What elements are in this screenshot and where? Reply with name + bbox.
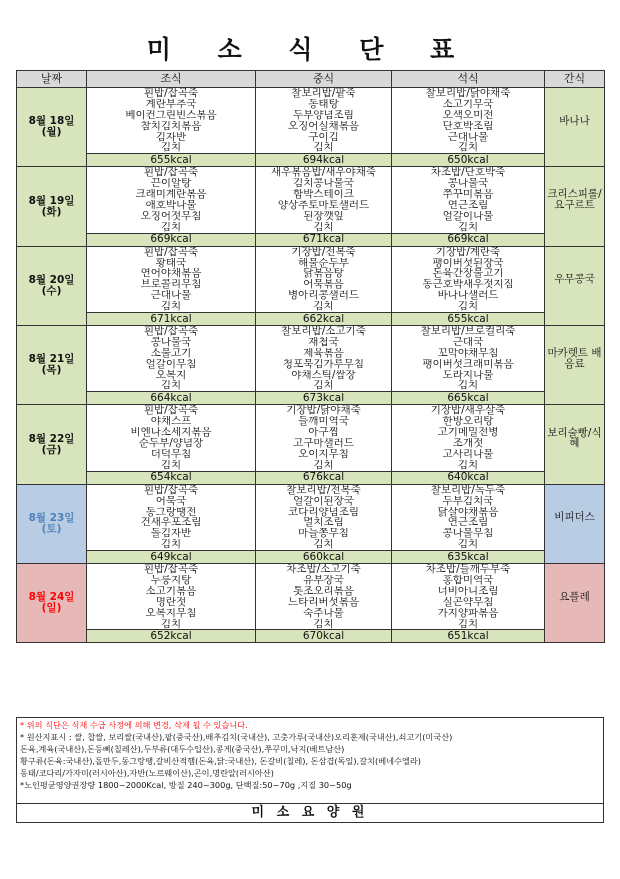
weekday-label: (화) (41, 205, 62, 218)
kcal-snack-filler (545, 233, 605, 246)
date-cell (17, 564, 87, 643)
menu-item: 도라지나물 (442, 369, 494, 381)
menu-item: 김자반 (155, 131, 187, 143)
menu-item: 두부김치국 (442, 495, 494, 507)
lunch-kcal: 694kcal (256, 154, 392, 167)
menu-item: 흰밥/잡곡죽 (143, 167, 199, 179)
menu-item: 브로콜리무침 (140, 279, 202, 291)
menu-item: 애호박나물 (145, 200, 197, 211)
snack-cell: 비피더스 (545, 484, 605, 550)
kcal-snack-filler (545, 392, 605, 405)
menu-item: 김치 (313, 301, 334, 313)
menu-item: 김치 (160, 380, 182, 392)
menu-item: 소고기무국 (442, 98, 494, 110)
weekday-label: (월) (41, 126, 62, 139)
lunch-cell (256, 88, 392, 154)
menu-item: 김치 (160, 221, 182, 233)
day-row (17, 484, 605, 550)
dinner-cell (392, 405, 545, 471)
menu-item: 어묵볶음 (303, 279, 344, 291)
menu-item: 김치 (457, 539, 479, 551)
dinner-cell (392, 326, 545, 392)
menu-item: 오복지무침 (145, 607, 197, 619)
snack-cell: 보리술빵/식혜 (545, 405, 605, 471)
menu-item: 김치 (457, 618, 479, 630)
menu-item: 기장밥/전복죽 (291, 246, 356, 258)
menu-item: 돈육간장불고기 (432, 268, 504, 280)
menu-item: 김치 (313, 539, 334, 551)
day-row (17, 167, 605, 233)
menu-item: 콩나물국 (150, 336, 192, 348)
dinner-cell (392, 167, 545, 233)
menu-item: 오색오미전 (442, 109, 494, 121)
menu-item: 야채스틱/쌈장 (291, 369, 356, 381)
menu-item: 청포묵김가루무침 (282, 358, 365, 370)
kcal-snack-filler (545, 630, 605, 643)
date-cell (17, 326, 87, 405)
menu-item: 끈이알탕 (150, 178, 192, 190)
weekday-label: (금) (41, 443, 62, 456)
weekday-label: (목) (41, 364, 62, 377)
kcal-snack-filler (545, 471, 605, 484)
lunch-cell (256, 326, 392, 392)
lunch-kcal: 670kcal (256, 630, 392, 643)
breakfast-kcal: 649kcal (87, 551, 256, 564)
menu-item: 누룽지탕 (150, 574, 192, 586)
menu-item: 흰밥/잡곡죽 (143, 326, 199, 337)
dinner-kcal: 655kcal (392, 313, 545, 326)
menu-item: 오복지 (155, 369, 187, 381)
menu-item: 새우볶음밥/새우야채죽 (271, 167, 376, 179)
breakfast-cell (87, 246, 256, 312)
menu-item: 바나나샐러드 (437, 290, 499, 302)
kcal-row (17, 551, 605, 564)
header-date: 날짜 (17, 71, 87, 88)
dinner-kcal: 665kcal (392, 392, 545, 405)
menu-item: 두부양념조림 (293, 109, 354, 121)
menu-item: 찰보리밥/팥죽 (291, 88, 356, 99)
date-label: 8월 21일 (28, 353, 75, 366)
menu-item: 근대나물 (150, 290, 192, 302)
menu-item: 아구찜 (308, 427, 339, 439)
note-line: 동태/코다리/가자미(러시아산),자반(노르웨이산),곤이,명란알(러시아산) (20, 768, 274, 779)
menu-item: 느타리버섯볶음 (287, 596, 359, 608)
menu-item: 구이김 (308, 131, 339, 143)
note-line: * 원산지표시 : 쌀, 찹쌀, 보리쌀(국내산),팥(중국산),배추김치(국내산), 고춧가루(국내산)오리훈제(국내산),쇠고기(미국산) (20, 732, 453, 743)
note-line: 돈육,계육(국내산),돈등뼈(칠레산),두부류(대두수입산),콩게(중국산),쭈꾸미,낙지(베트남산) (20, 744, 345, 755)
menu-item: 멸치조림 (303, 517, 344, 529)
date-label: 8월 18일 (28, 115, 75, 128)
dinner-kcal: 669kcal (392, 233, 545, 246)
snack-cell: 우무콩국 (545, 246, 605, 312)
menu-item: 고구마샐러드 (293, 438, 354, 449)
menu-item: 김치 (160, 459, 182, 471)
date-label: 8월 19일 (28, 194, 75, 207)
menu-item: 김치 (313, 618, 334, 630)
menu-item: 홍합미역국 (442, 574, 494, 586)
menu-item: 팽이버섯크래미볶음 (422, 358, 514, 370)
menu-item: 기장밥/닭야채죽 (286, 405, 361, 417)
breakfast-cell (87, 564, 256, 630)
menu-item: 흰밥/잡곡죽 (143, 564, 199, 575)
kcal-row (17, 313, 605, 326)
menu-item: 콩나물무침 (442, 528, 494, 540)
menu-item: 김치 (313, 380, 334, 392)
kcal-row (17, 471, 605, 484)
menu-item: 얼갈이무침 (145, 358, 197, 370)
dinner-cell (392, 564, 545, 630)
snack-cell: 마카렛트 배음료 (545, 326, 605, 392)
dinner-cell (392, 484, 545, 550)
table-header-row (17, 71, 605, 88)
menu-item: 김치 (457, 380, 479, 392)
menu-item: 김치 (457, 301, 479, 313)
dinner-cell (392, 88, 545, 154)
lunch-cell (256, 484, 392, 550)
header-lunch: 중식 (256, 71, 392, 88)
snack-cell: 바나나 (545, 88, 605, 154)
menu-item: 들깨미역국 (298, 416, 349, 428)
menu-item: 소불고기 (150, 347, 192, 359)
meal-table (16, 70, 605, 643)
menu-item: 김치 (160, 301, 182, 313)
menu-item: 오징어젓무침 (140, 210, 202, 222)
dinner-kcal: 650kcal (392, 154, 545, 167)
date-cell (17, 88, 87, 167)
menu-item: 흰밥/잡곡죽 (143, 246, 199, 258)
kcal-row (17, 392, 605, 405)
menu-item: 가지양파볶음 (437, 607, 499, 619)
menu-item: 베이컨그린빈스볶음 (125, 109, 217, 121)
menu-item: 해물순두부 (298, 257, 349, 269)
menu-item: 쭈꾸미볶음 (442, 189, 494, 201)
kcal-row (17, 630, 605, 643)
note-line: 황구류(돈육:국내산),돌만두,동그랑땡,갈비산적햄(돈육,닭:국내산), 돈갈비(칠레), 돈삼겹(독일),갈치(베네수엘라) (20, 756, 421, 767)
facility-name: 미 소 요 양 원 (16, 803, 604, 823)
menu-item: 얼갈이된장국 (293, 495, 354, 507)
menu-item: 닭볶음탕 (303, 268, 344, 280)
date-cell (17, 484, 87, 563)
breakfast-kcal: 669kcal (87, 233, 256, 246)
menu-item: 한방오리탕 (442, 416, 494, 428)
breakfast-kcal: 655kcal (87, 154, 256, 167)
menu-item: 김치 (160, 142, 182, 154)
menu-item: 순두부/양념장 (138, 438, 204, 449)
kcal-snack-filler (545, 551, 605, 564)
date-label: 8월 23일 (28, 512, 75, 525)
lunch-kcal: 671kcal (256, 233, 392, 246)
day-row (17, 326, 605, 392)
breakfast-kcal: 671kcal (87, 313, 256, 326)
menu-item: 크래미계란볶음 (135, 189, 207, 201)
date-label: 8월 20일 (28, 274, 75, 287)
notes-box (16, 717, 604, 803)
menu-item: 고사리나물 (442, 448, 494, 460)
menu-item: 오이지무침 (298, 448, 349, 460)
menu-item: 함박스테이크 (293, 189, 354, 201)
menu-item: 참치김치볶음 (140, 120, 202, 132)
menu-item: 계란부추국 (145, 98, 197, 110)
menu-item: 흰밥/잡곡죽 (143, 88, 199, 99)
note-line: * 위의 식단은 식재 수급 사정에 의해 변경, 삭제 될 수 있습니다. (20, 720, 248, 730)
menu-item: 꼬막야채무침 (437, 347, 499, 359)
menu-item: 찰보리밥/전복죽 (286, 484, 361, 496)
menu-item: 김치 (313, 221, 334, 233)
menu-item: 김치콩나물국 (293, 178, 354, 190)
weekday-label: (수) (41, 284, 62, 297)
menu-item: 차조밥/들깨두부죽 (425, 564, 511, 575)
menu-item: 김치 (457, 142, 479, 154)
kcal-snack-filler (545, 313, 605, 326)
menu-item: 양상추토마토샐러드 (277, 200, 370, 211)
day-row (17, 88, 605, 154)
lunch-cell (256, 167, 392, 233)
menu-item: 건새우포조림 (140, 517, 202, 529)
menu-item: 황태국 (155, 257, 187, 269)
date-label: 8월 22일 (28, 432, 75, 445)
menu-item: 고기메밀전병 (437, 427, 499, 439)
weekday-label: (일) (41, 602, 62, 615)
menu-item: 야채스프 (150, 416, 192, 428)
date-cell (17, 246, 87, 325)
day-row (17, 405, 605, 471)
day-row (17, 246, 605, 312)
lunch-kcal: 676kcal (256, 471, 392, 484)
menu-item: 찰보리밥/소고기죽 (281, 326, 366, 337)
breakfast-cell (87, 167, 256, 233)
page-title: 미 소 식 단 표 (146, 35, 474, 64)
note-line: *노인평균영양권장량 1800~2000Kcal, 방질 240~300g, 단백질:50~70g ,지질 30~50g (20, 780, 352, 791)
menu-item: 병아리콩샐러드 (287, 290, 359, 302)
menu-item: 재첩국 (308, 336, 339, 348)
menu-item: 단호박조림 (442, 120, 494, 132)
menu-item: 실곤약무침 (442, 596, 494, 608)
menu-item: 김치 (313, 142, 334, 154)
breakfast-cell (87, 88, 256, 154)
breakfast-cell (87, 405, 256, 471)
menu-item: 찰보리밥/브로컬리죽 (420, 326, 516, 337)
menu-item: 더덕무침 (150, 448, 192, 460)
menu-item: 김치 (160, 618, 182, 630)
breakfast-kcal: 664kcal (87, 392, 256, 405)
lunch-cell (256, 405, 392, 471)
menu-item: 오징어실채볶음 (287, 120, 359, 132)
menu-item: 김치 (457, 459, 479, 471)
date-cell (17, 167, 87, 246)
menu-item: 김치 (313, 459, 334, 471)
header-dinner: 석식 (392, 71, 545, 88)
menu-item: 조개젓 (452, 438, 484, 449)
menu-item: 근대국 (452, 336, 484, 348)
dinner-cell (392, 246, 545, 312)
lunch-kcal: 673kcal (256, 392, 392, 405)
lunch-kcal: 660kcal (256, 551, 392, 564)
menu-item: 명란젓 (155, 596, 187, 608)
breakfast-kcal: 654kcal (87, 471, 256, 484)
date-label: 8월 24일 (28, 591, 75, 604)
dinner-kcal: 635kcal (392, 551, 545, 564)
menu-item: 김치 (457, 221, 479, 233)
menu-item: 콩나물국 (447, 178, 489, 190)
weekday-label: (토) (41, 522, 62, 535)
day-row (17, 564, 605, 630)
menu-item: 팽이버섯된장국 (432, 257, 504, 269)
menu-item: 제육볶음 (303, 347, 344, 359)
menu-item: 흰밥/잡곡죽 (143, 484, 199, 496)
snack-cell: 크리스피롤/요구르트 (545, 167, 605, 233)
menu-item: 찰보리밥/녹두죽 (430, 484, 506, 496)
menu-item: 톳조오리볶음 (293, 585, 354, 597)
kcal-snack-filler (545, 154, 605, 167)
menu-item: 찰보리밥/닭야채죽 (425, 88, 511, 99)
menu-item: 기장밥/새우살죽 (430, 405, 506, 417)
menu-item: 기장밥/계란죽 (435, 246, 501, 258)
menu-item: 코다리양념조림 (287, 506, 359, 518)
snack-cell: 요플레 (545, 564, 605, 630)
kcal-row (17, 233, 605, 246)
menu-item: 연근조림 (447, 200, 489, 211)
menu-item: 동태탕 (308, 98, 339, 110)
menu-item: 얼갈이나물 (442, 210, 494, 222)
dinner-kcal: 651kcal (392, 630, 545, 643)
menu-item: 연근조림 (447, 517, 489, 529)
menu-item: 흰밥/잡곡죽 (143, 405, 199, 417)
menu-item: 닭살야채볶음 (437, 506, 499, 518)
lunch-kcal: 662kcal (256, 313, 392, 326)
menu-item: 된장깻잎 (303, 210, 344, 222)
menu-item: 숙주나물 (303, 607, 344, 619)
menu-item: 너비아니조림 (437, 585, 499, 597)
menu-item: 차조밥/단호박죽 (430, 167, 506, 179)
dinner-kcal: 640kcal (392, 471, 545, 484)
menu-item: 동근호박새우젓지짐 (422, 279, 514, 291)
menu-item: 유부장국 (303, 574, 344, 586)
menu-item: 연어야채볶음 (140, 268, 202, 280)
breakfast-cell (87, 326, 256, 392)
menu-item: 비엔나소세지볶음 (130, 427, 212, 439)
menu-item: 마늘쫑무침 (298, 528, 349, 540)
menu-item: 어묵국 (155, 495, 187, 507)
date-cell (17, 405, 87, 484)
menu-item: 김치 (160, 539, 182, 551)
breakfast-kcal: 652kcal (87, 630, 256, 643)
menu-item: 근대나물 (447, 131, 489, 143)
menu-item: 동그랑땡전 (145, 506, 197, 518)
kcal-row (17, 154, 605, 167)
menu-item: 돌김자반 (150, 528, 192, 540)
menu-item: 차조밥/소고기죽 (286, 564, 361, 575)
lunch-cell (256, 564, 392, 630)
breakfast-cell (87, 484, 256, 550)
lunch-cell (256, 246, 392, 312)
header-snack: 간식 (545, 71, 605, 88)
header-breakfast: 조식 (87, 71, 256, 88)
menu-item: 소고기볶음 (145, 585, 197, 597)
